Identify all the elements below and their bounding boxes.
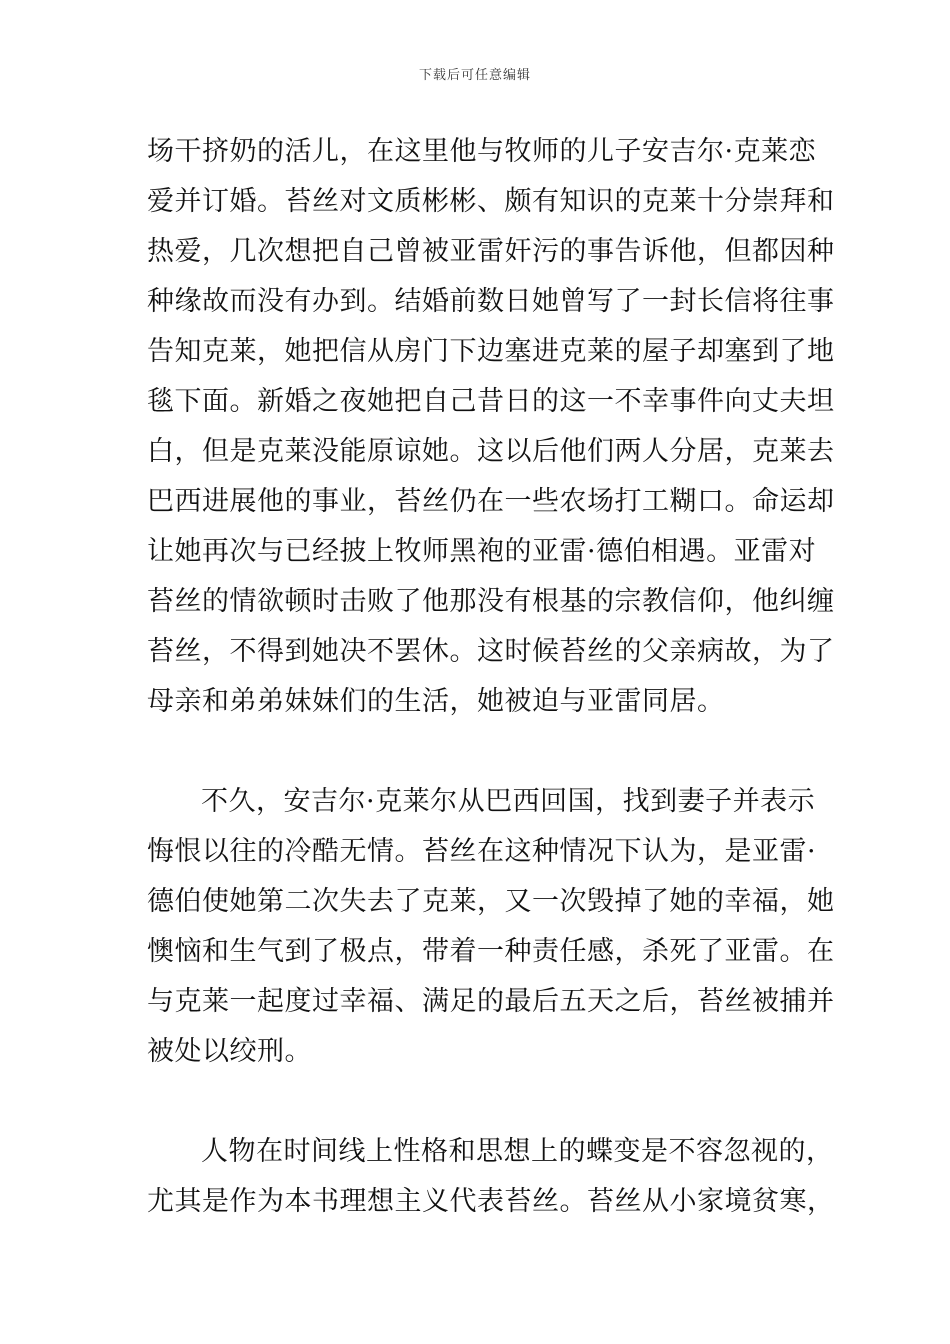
text-line-indented: 人物在时间线上性格和思想上的蝶变是不容忽视的， bbox=[201, 1136, 834, 1167]
text-line: 热爱，几次想把自己曾被亚雷奸污的事告诉他，但都因种 bbox=[147, 236, 835, 267]
text-line-indented: 不久，安吉尔·克莱尔从巴西回国，找到妻子并表示 bbox=[201, 786, 816, 817]
text-line: 爱并订婚。苔丝对文质彬彬、颇有知识的克莱十分崇拜和 bbox=[147, 186, 835, 217]
text-line: 苔丝，不得到她决不罢休。这时候苔丝的父亲病故，为了 bbox=[147, 636, 835, 667]
text-line: 苔丝的情欲顿时击败了他那没有根基的宗教信仰，他纠缠 bbox=[147, 586, 835, 617]
document-body bbox=[147, 127, 835, 1227]
text-line: 告知克莱，她把信从房门下边塞进克莱的屋子却塞到了地 bbox=[147, 336, 835, 367]
text-line: 毯下面。新婚之夜她把自己昔日的这一不幸事件向丈夫坦 bbox=[147, 386, 835, 417]
text-line: 白，但是克莱没能原谅她。这以后他们两人分居，克莱去 bbox=[147, 436, 835, 467]
text-line: 场干挤奶的活儿，在这里他与牧师的儿子安吉尔·克莱恋 bbox=[147, 136, 817, 167]
text-line: 被处以绞刑。 bbox=[147, 1036, 312, 1067]
text-line: 德伯使她第二次失去了克莱，又一次毁掉了她的幸福，她 bbox=[147, 886, 835, 917]
paragraph-1 bbox=[147, 127, 835, 727]
text-line: 悔恨以往的冷酷无情。苔丝在这种情况下认为，是亚雷· bbox=[147, 836, 817, 867]
text-line: 种缘故而没有办到。结婚前数日她曾写了一封长信将往事 bbox=[147, 286, 835, 317]
paragraph-3 bbox=[147, 1127, 835, 1227]
text-line: 与克莱一起度过幸福、满足的最后五天之后，苔丝被捕并 bbox=[147, 986, 835, 1017]
paragraph-spacer bbox=[147, 727, 807, 777]
paragraph-spacer bbox=[147, 1077, 807, 1127]
paragraph-2 bbox=[147, 777, 835, 1077]
text-line: 懊恼和生气到了极点，带着一种责任感，杀死了亚雷。在 bbox=[147, 936, 835, 967]
text-line: 让她再次与已经披上牧师黑袍的亚雷·德伯相遇。亚雷对 bbox=[147, 536, 817, 567]
page-header: 下载后可任意编辑 bbox=[418, 68, 531, 83]
text-line: 尤其是作为本书理想主义代表苔丝。苔丝从小家境贫寒， bbox=[147, 1186, 835, 1217]
text-line: 巴西进展他的事业，苔丝仍在一些农场打工糊口。命运却 bbox=[147, 486, 835, 517]
text-line: 母亲和弟弟妹妹们的生活，她被迫与亚雷同居。 bbox=[147, 686, 725, 717]
